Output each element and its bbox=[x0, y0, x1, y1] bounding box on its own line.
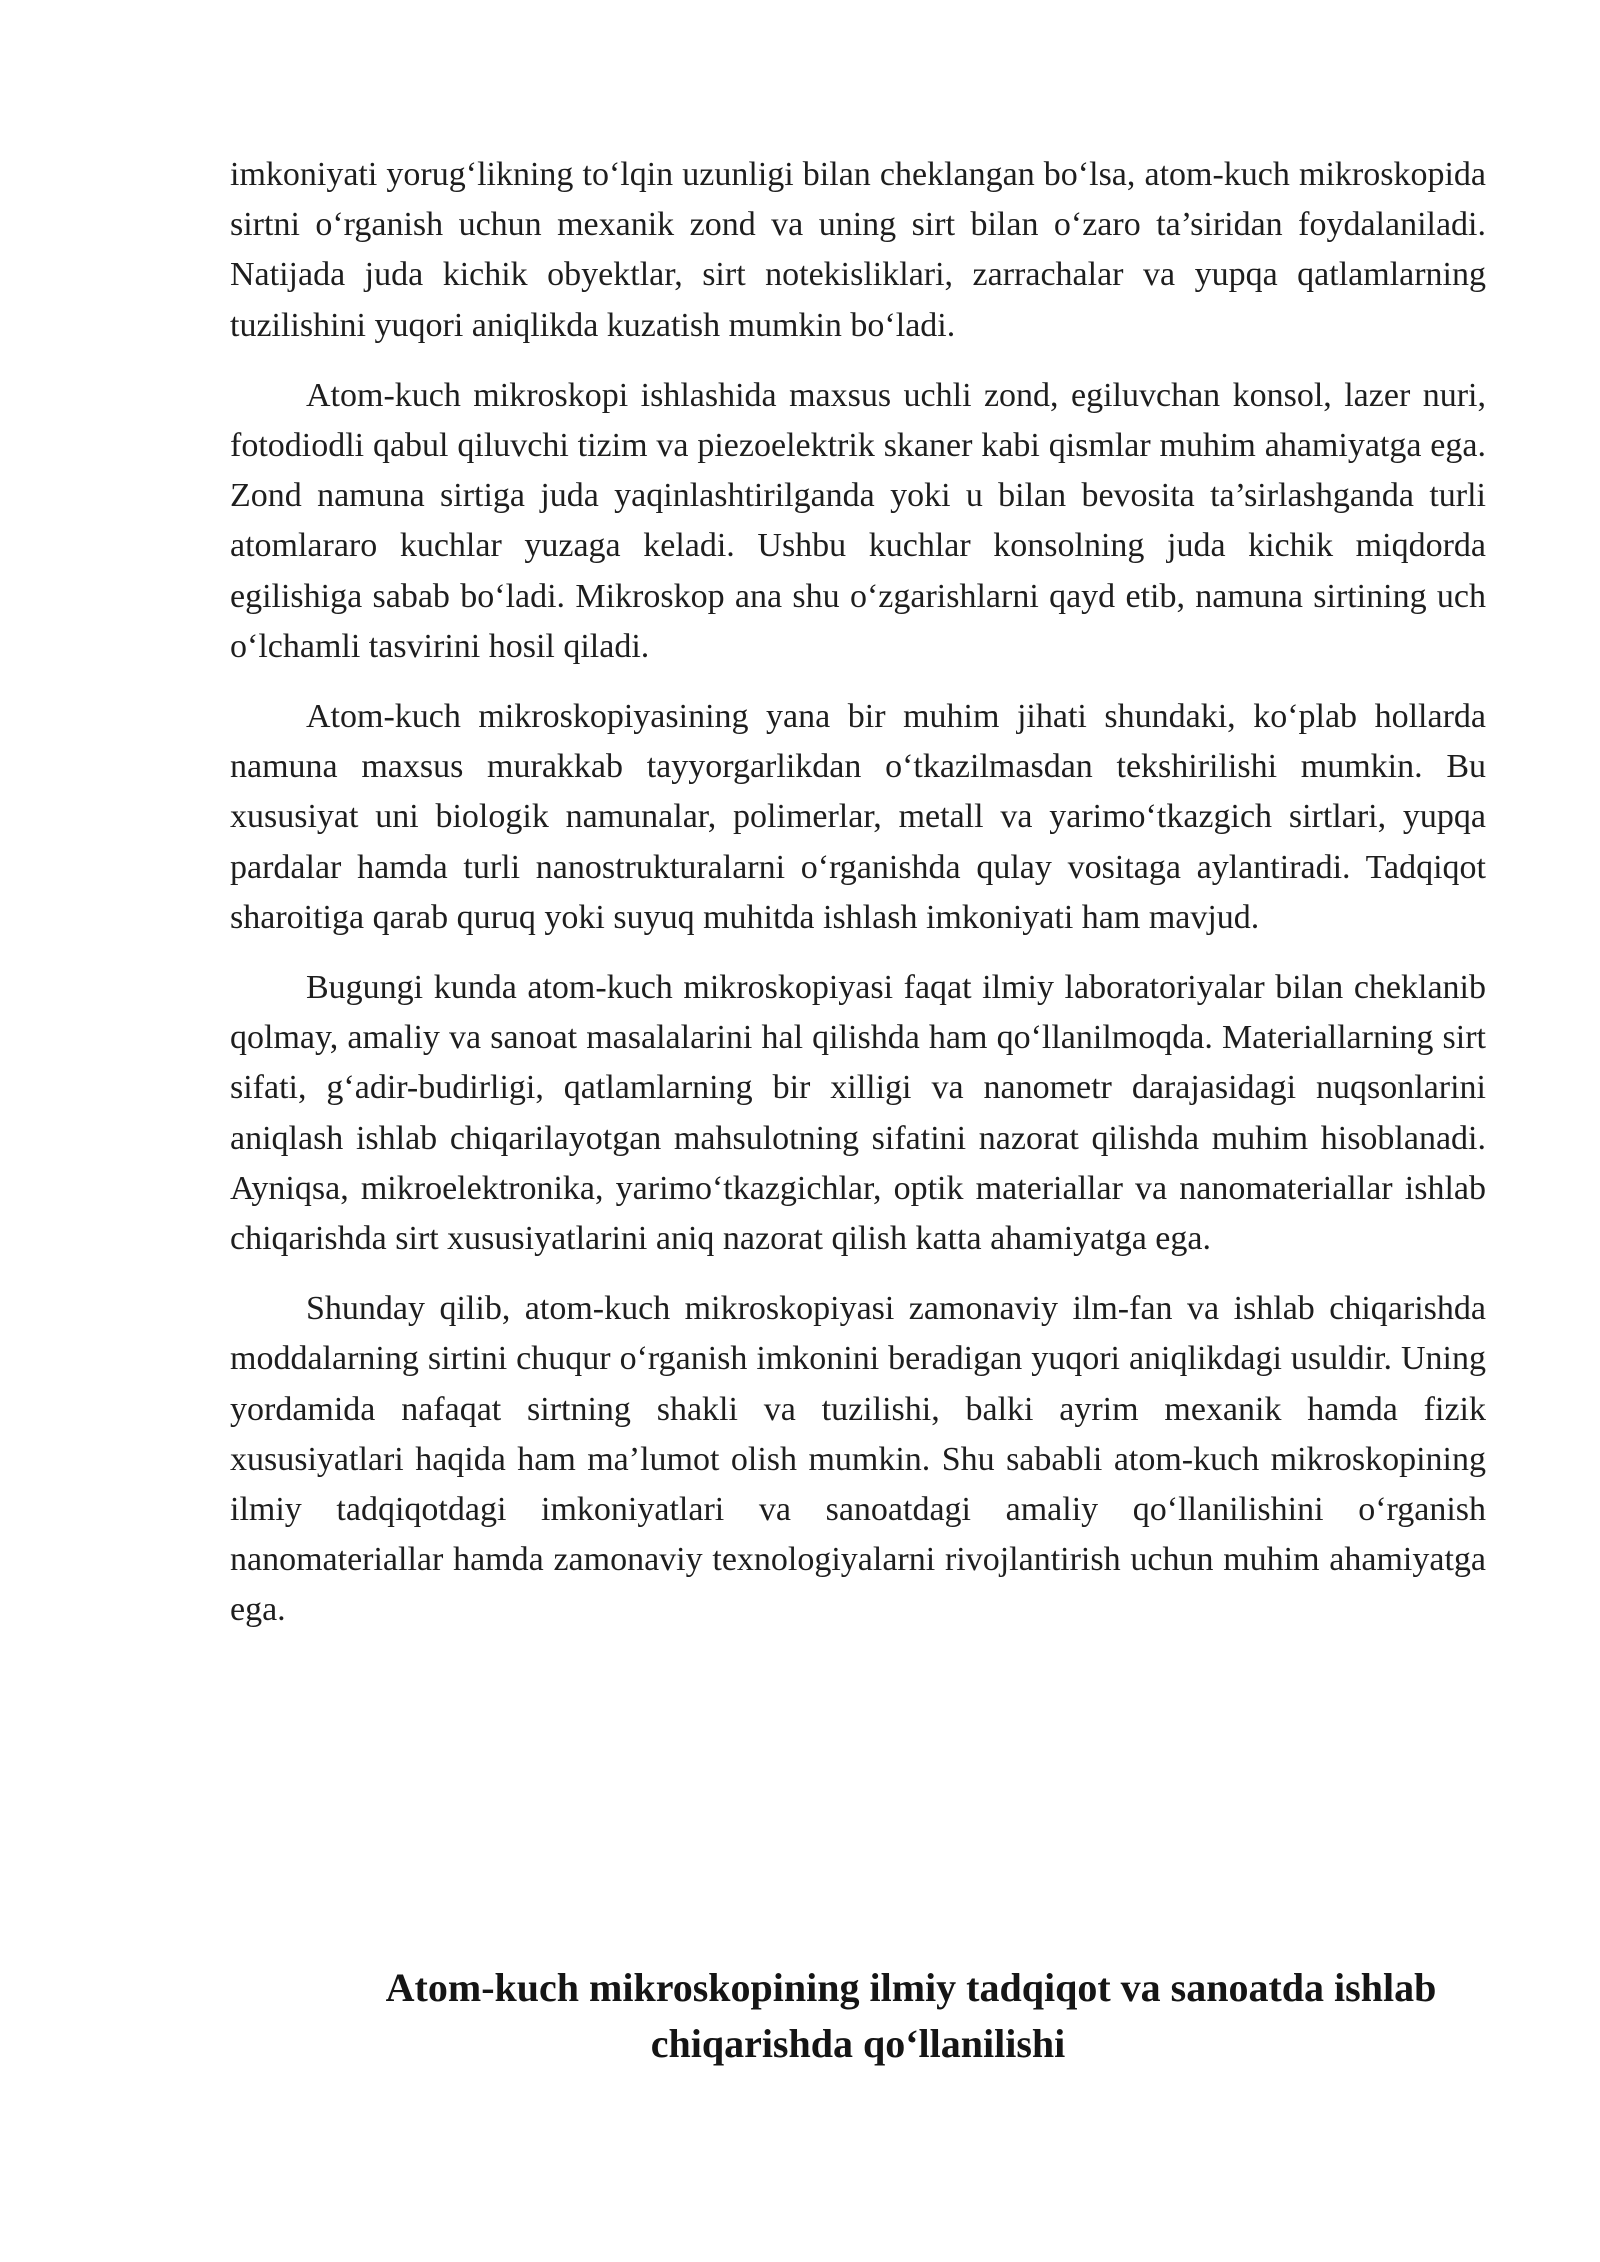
paragraph-continuation: imkoniyati yorug‘likning to‘lqin uzunligi bilan cheklangan bo‘lsa, atom-kuch mikroskopida sirtni o‘rganish uchun mexanik zond va uning sirt bilan o‘zaro ta’siridan foydalaniladi. Natijada juda kichik obyektlar, sirt notekisliklari, zarrachalar va yupqa qatlamlarning tuzilishini yuqori aniqlikda kuzatish mumkin bo‘ladi. bbox=[230, 156, 1486, 344]
section-heading bbox=[230, 1960, 1486, 2072]
paragraph-afm-components: Atom-kuch mikroskopi ishlashida maxsus uchli zond, egiluvchan konsol, lazer nuri, fotodiodli qabul qiluvchi tizim va piezoelektrik skaner kabi qismlar muhim ahamiyatga ega. Zond namuna sirtiga juda yaqinlashtirilganda yoki u bilan bevosita ta’sirlashganda turli atomlararo kuchlar yuzaga keladi. Ushbu kuchlar konsolning juda kichik miqdorda egilishiga sabab bo‘ladi. Mikroskop ana shu o‘zgarishlarni qayd etib, namuna sirtining uch o‘lchamli tasvirini hosil qiladi. bbox=[230, 376, 1486, 665]
section-heading-line-1: Atom-kuch mikroskopining ilmiy tadqiqot va sanoatda ishlab bbox=[385, 1965, 1437, 2010]
paragraph-conclusion: Shunday qilib, atom-kuch mikroskopiyasi zamonaviy ilm-fan va ishlab chiqarishda moddalarning sirtini chuqur o‘rganish imkonini beradigan yuqori aniqlikdagi usuldir. Uning yordamida nafaqat sirtning shakli va tuzilishi, balki ayrim mexanik hamda fizik xususiyatlari haqida ham ma’lumot olish mumkin. Shu sababli atom-kuch mikroskopining ilmiy tadqiqotdagi imkoniyatlari va sanoatdagi amaliy qo‘llanilishini o‘rganish nanomateriallar hamda zamonaviy texnologiyalarni rivojlantirish uchun muhim ahamiyatga ega. bbox=[230, 1290, 1486, 1629]
paragraph-sample-preparation: Atom-kuch mikroskopiyasining yana bir muhim jihati shundaki, ko‘plab hollarda namuna maxsus murakkab tayyorgarlikdan o‘tkazilmasdan tekshirilishi mumkin. Bu xususiyat uni biologik namunalar, polimerlar, metall va yarimo‘tkazgich sirtlari, yupqa pardalar hamda turli nanostrukturalarni o‘rganishda qulay vositaga aylantiradi. Tadqiqot sharoitiga qarab quruq yoki suyuq muhitda ishlash imkoniyati ham mavjud. bbox=[230, 698, 1486, 936]
section-heading-line-2: chiqarishda qo‘llanilishi bbox=[650, 2021, 1066, 2066]
body-text bbox=[230, 150, 1486, 1656]
paragraph-industrial-use: Bugungi kunda atom-kuch mikroskopiyasi faqat ilmiy laboratoriyalar bilan cheklanib qolmay, amaliy va sanoat masalalarini hal qilishda ham qo‘llanilmoqda. Materiallarning sirt sifati, g‘adir-budirligi, qatlamlarning bir xilligi va nanometr darajasidagi nuqsonlarini aniqlash ishlab chiqarilayotgan mahsulotning sifatini nazorat qilishda muhim hisoblanadi. Ayniqsa, mikroelektronika, yarimo‘tkazgichlar, optik materiallar va nanomateriallar ishlab chiqarishda sirt xususiyatlarini aniq nazorat qilish katta ahamiyatga ega. bbox=[230, 969, 1486, 1258]
